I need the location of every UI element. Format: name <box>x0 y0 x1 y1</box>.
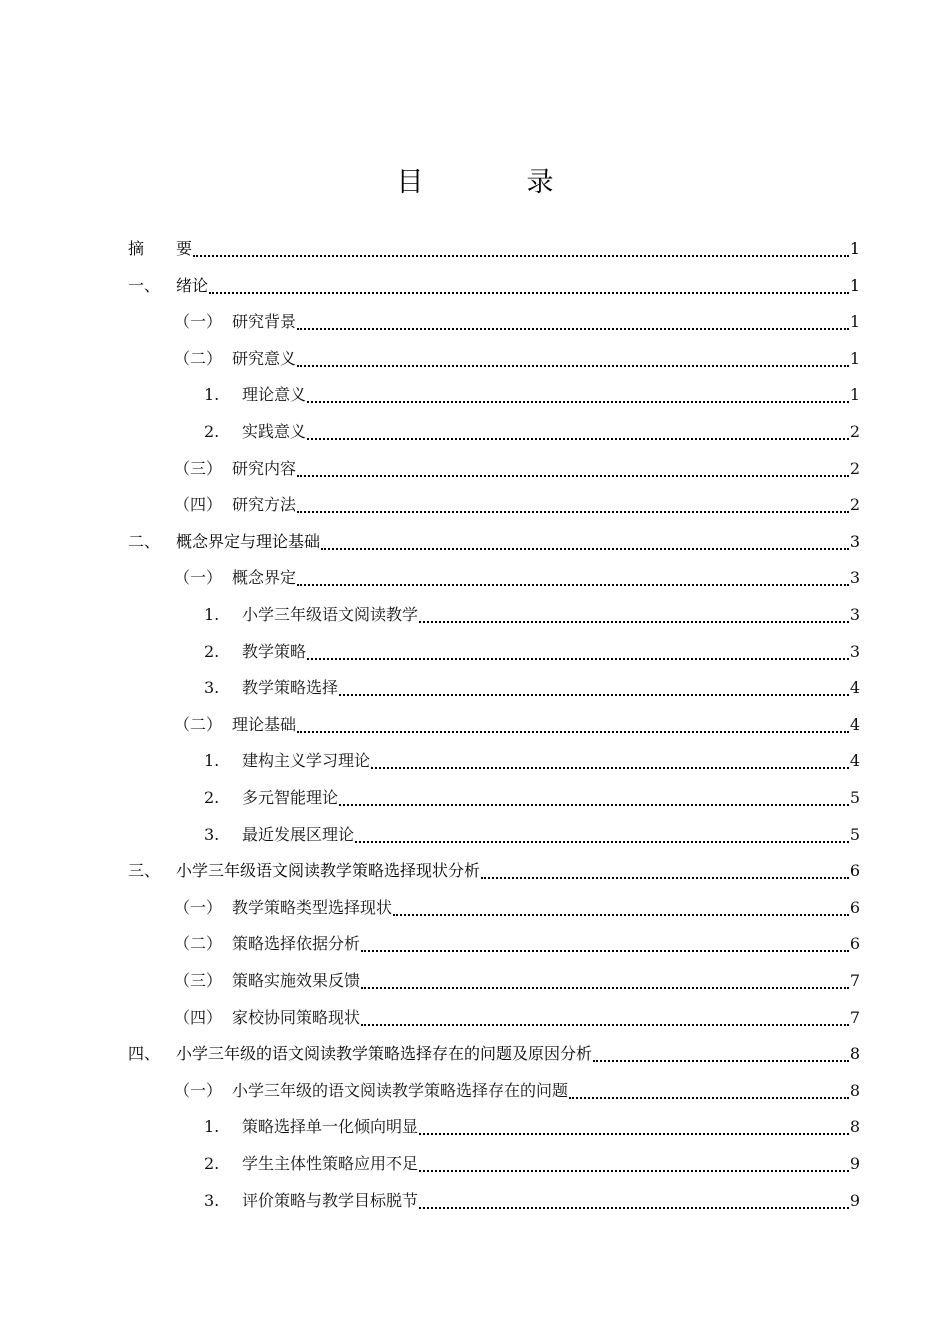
toc-page-number: 4 <box>849 715 860 734</box>
toc-entry[interactable] <box>128 895 860 925</box>
toc-entry[interactable] <box>128 968 860 998</box>
toc-entry-title: 小学三年级的语文阅读教学策略选择存在的问题及原因分析 <box>176 1044 593 1063</box>
toc-entry[interactable] <box>128 675 860 705</box>
toc-dot-leader <box>297 511 849 513</box>
toc-entry[interactable] <box>128 785 860 815</box>
toc-dot-leader <box>297 328 849 330</box>
toc-entry[interactable] <box>128 1114 860 1144</box>
toc-entry-number: （四） <box>174 1008 223 1027</box>
toc-entry[interactable] <box>128 602 860 632</box>
toc-entry-number: （一） <box>174 1081 223 1100</box>
toc-entry-title: 小学三年级的语文阅读教学策略选择存在的问题 <box>232 1081 569 1100</box>
toc-dot-leader <box>361 987 849 989</box>
toc-entry[interactable] <box>128 931 860 961</box>
toc-entry[interactable] <box>128 822 860 852</box>
toc-entry-number: 3. <box>204 678 220 697</box>
toc-dot-leader <box>419 621 849 623</box>
toc-dot-leader <box>307 401 849 403</box>
toc-entry-number: 三、 <box>128 861 161 880</box>
toc-page-number: 3 <box>849 532 860 551</box>
toc-dot-leader <box>307 658 849 660</box>
toc-page-number: 9 <box>849 1191 860 1210</box>
toc-entry[interactable] <box>128 639 860 669</box>
toc-entry-title: 研究意义 <box>232 349 297 368</box>
toc-entry-title: 教学策略类型选择现状 <box>232 898 393 917</box>
toc-entry-number: 3. <box>204 1191 220 1210</box>
toc-entry-title: 学生主体性策略应用不足 <box>242 1154 419 1173</box>
toc-dot-leader <box>339 804 849 806</box>
toc-entry-title: 研究内容 <box>232 459 297 478</box>
toc-dot-leader <box>209 292 849 294</box>
toc-entry-title: 理论意义 <box>242 385 307 404</box>
toc-entry-title: 绪论 <box>176 276 209 295</box>
toc-entry-number: 四、 <box>128 1044 161 1063</box>
toc-entry[interactable] <box>128 456 860 486</box>
toc-page-number: 4 <box>849 678 860 697</box>
toc-entry[interactable] <box>128 236 860 266</box>
toc-entry-title: 家校协同策略现状 <box>232 1008 361 1027</box>
toc-entry[interactable] <box>128 492 860 522</box>
toc-page-number: 2 <box>849 459 860 478</box>
toc-entry[interactable] <box>128 346 860 376</box>
toc-page-number: 8 <box>849 1081 860 1100</box>
toc-page-number: 2 <box>849 495 860 514</box>
toc-entry-number: 1. <box>204 751 220 770</box>
toc-entry-title: 概念界定 <box>232 568 297 587</box>
toc-entry-title: 研究方法 <box>232 495 297 514</box>
toc-page-number: 4 <box>849 751 860 770</box>
toc-entry-number: （一） <box>174 312 223 331</box>
toc-entry-title: 教学策略选择 <box>242 678 339 697</box>
toc-page-number: 5 <box>849 825 860 844</box>
toc-page-number: 3 <box>849 642 860 661</box>
toc-entry[interactable] <box>128 858 860 888</box>
toc-entry-number: （一） <box>174 568 223 587</box>
toc-entry[interactable] <box>128 1005 860 1035</box>
toc-entry-number: （二） <box>174 349 223 368</box>
toc-page-number: 6 <box>849 861 860 880</box>
toc-entry-number: 2. <box>204 642 220 661</box>
toc-entry-title: 小学三年级语文阅读教学 <box>242 605 419 624</box>
toc-page-number: 1 <box>849 276 860 295</box>
toc-entry[interactable] <box>128 1151 860 1181</box>
toc-entry[interactable] <box>128 712 860 742</box>
toc-entry-title: 策略选择单一化倾向明显 <box>242 1117 419 1136</box>
toc-entry-number: 1. <box>204 1117 220 1136</box>
toc-entry[interactable] <box>128 419 860 449</box>
toc-dot-leader <box>361 950 849 952</box>
toc-page-number: 7 <box>849 971 860 990</box>
toc-entry-title: 最近发展区理论 <box>242 825 355 844</box>
toc-entry-title: 要 <box>176 239 193 258</box>
toc-page-number: 1 <box>849 349 860 368</box>
toc-page-number: 3 <box>849 568 860 587</box>
toc-entry-title: 教学策略 <box>242 642 307 661</box>
toc-page-number: 1 <box>849 385 860 404</box>
toc-entry-number: （二） <box>174 934 223 953</box>
toc-dot-leader <box>193 255 849 257</box>
toc-entry-title: 概念界定与理论基础 <box>176 532 321 551</box>
toc-entry[interactable] <box>128 1078 860 1108</box>
toc-entry-number: （三） <box>174 971 223 990</box>
toc-entry-number: 二、 <box>128 532 161 551</box>
toc-entry[interactable] <box>128 309 860 339</box>
toc-dot-leader <box>361 1024 849 1026</box>
toc-entry-number: （三） <box>174 459 223 478</box>
toc-dot-leader <box>297 584 849 586</box>
toc-entry-number: （四） <box>174 495 223 514</box>
toc-entry-title: 建构主义学习理论 <box>242 751 371 770</box>
toc-page-number: 3 <box>849 605 860 624</box>
toc-page-number: 7 <box>849 1008 860 1027</box>
toc-dot-leader <box>419 1170 849 1172</box>
toc-page-number: 8 <box>849 1044 860 1063</box>
toc-entry[interactable] <box>128 1041 860 1071</box>
toc-entry-number: 2. <box>204 422 220 441</box>
toc-dot-leader <box>297 475 849 477</box>
toc-entry-title: 策略选择依据分析 <box>232 934 361 953</box>
toc-dot-leader <box>297 365 849 367</box>
toc-dot-leader <box>371 767 849 769</box>
toc-entry-number: 2. <box>204 788 220 807</box>
toc-entry-number: 摘 <box>128 239 161 258</box>
toc-page-number: 5 <box>849 788 860 807</box>
toc-dot-leader <box>393 914 849 916</box>
toc-page-number: 6 <box>849 898 860 917</box>
toc-entry[interactable] <box>128 273 860 303</box>
toc-entry-number: 一、 <box>128 276 161 295</box>
toc-page-number: 2 <box>849 422 860 441</box>
toc-entry-number: 2. <box>204 1154 220 1173</box>
toc-entry-title: 评价策略与教学目标脱节 <box>242 1191 419 1210</box>
toc-page-number: 1 <box>849 239 860 258</box>
toc-dot-leader <box>593 1060 849 1062</box>
toc-entry[interactable] <box>128 748 860 778</box>
toc-page-number: 9 <box>849 1154 860 1173</box>
toc-entry-title: 多元智能理论 <box>242 788 339 807</box>
toc-entry-number: （二） <box>174 715 223 734</box>
toc-entry-title: 理论基础 <box>232 715 297 734</box>
toc-entry[interactable] <box>128 565 860 595</box>
toc-entry[interactable] <box>128 529 860 559</box>
toc-dot-leader <box>419 1207 849 1209</box>
toc-dot-leader <box>307 438 849 440</box>
toc-dot-leader <box>419 1133 849 1135</box>
toc-dot-leader <box>481 877 849 879</box>
toc-entry-title: 实践意义 <box>242 422 307 441</box>
toc-entry-number: （一） <box>174 898 223 917</box>
toc-dot-leader <box>321 548 849 550</box>
toc-dot-leader <box>569 1097 849 1099</box>
toc-entry[interactable] <box>128 1188 860 1218</box>
toc-entry-number: 1. <box>204 385 220 404</box>
toc-entry-title: 小学三年级语文阅读教学策略选择现状分析 <box>176 861 481 880</box>
toc-entry[interactable] <box>128 382 860 412</box>
toc-page-number: 6 <box>849 934 860 953</box>
toc-dot-leader <box>355 841 849 843</box>
page-title: 目 录 <box>396 167 592 198</box>
toc-dot-leader <box>339 694 849 696</box>
toc-entry-number: 1. <box>204 605 220 624</box>
toc-page-number: 1 <box>849 312 860 331</box>
toc-dot-leader <box>297 731 849 733</box>
toc-entry-number: 3. <box>204 825 220 844</box>
toc-page-number: 8 <box>849 1117 860 1136</box>
toc-entry-title: 策略实施效果反馈 <box>232 971 361 990</box>
toc-entry-title: 研究背景 <box>232 312 297 331</box>
